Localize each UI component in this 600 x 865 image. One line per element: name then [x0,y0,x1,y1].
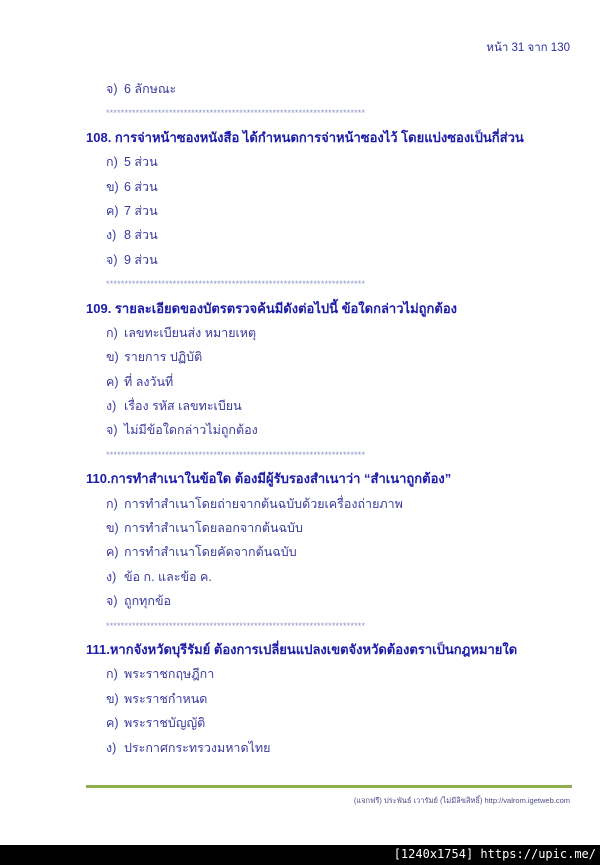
separator: ********************************************************************** [106,620,366,631]
option-text: 8 ส่วน [124,228,158,243]
option-text: ประกาศกระทรวงมหาดไทย [124,740,271,755]
option-item [86,394,576,418]
question-title: 108. การจ่าหน้าซองหนังสือ ได้กำหนดการจ่าหน้าซองไว้ โดยแบ่งซองเป็นกี่ส่วน [86,129,524,145]
option-item [86,199,576,223]
option-label: ค) [106,545,119,560]
option-item [86,662,576,686]
option-text: 7 ส่วน [124,203,158,218]
option-item [86,492,576,516]
option-label: ก) [106,496,118,511]
option-item [86,175,576,199]
option-text: การทำสำเนาโดยลอกจากต้นฉบับ [124,521,303,536]
option-label: ง) [106,228,117,243]
option-label: ง) [106,740,117,755]
option-item [86,565,576,589]
option-text: พระราชกำหนด [124,691,208,706]
footer-credit: (แจกฟรี) ประพันธ์ เวารัมย์ (ไม่มีลิขสิทธิ์) http://valrom.igetweb.com [353,796,570,805]
option-text: เลขทะเบียนส่ง หมายเหตุ [124,325,257,340]
option-label: ค) [106,203,119,218]
option-label: ก) [106,325,118,340]
option-item [86,418,576,442]
question-list [86,77,576,760]
option-label: ง) [106,569,117,584]
option-text: การทำสำเนาโดยคัดจากต้นฉบับ [124,545,297,560]
option-label: ค) [106,716,119,731]
option-label: ก) [106,667,118,682]
question-title: 109. รายละเอียดของบัตรตรวจค้นมีดังต่อไปนี้ ข้อใดกล่าวไม่ถูกต้อง [86,300,457,316]
option-item [86,736,576,760]
option-item [86,223,576,247]
option-label: ข) [106,350,119,365]
option-label: ข) [106,691,119,706]
footer-rule [86,785,572,788]
option-label: ก) [106,155,118,170]
question-title: 111.หากจังหวัดบุรีรัมย์ ต้องการเปลี่ยนแปลงเขตจังหวัดต้องตราเป็นกฎหมายใด [86,641,518,657]
option-item [86,370,576,394]
option-label: ข) [106,179,119,194]
watermark-bar [0,845,600,865]
watermark-text: [1240x1754] https://upic.me/ [393,847,596,861]
option-item [86,345,576,369]
page-indicator: หน้า 31 จาก 130 [486,42,570,54]
option-item [86,150,576,174]
option-label: จ) [106,252,118,267]
option-text: รายการ ปฏิบัติ [124,350,203,365]
option-item [86,516,576,540]
option-item [86,77,576,101]
option-text: ข้อ ก. และข้อ ค. [124,569,212,584]
separator: ********************************************************************** [106,449,366,460]
option-text: พระราชบัญญัติ [124,716,206,731]
option-item [86,589,576,613]
option-label: จ) [106,423,118,438]
separator: ********************************************************************** [106,108,366,119]
option-label: ค) [106,374,119,389]
option-text: ถูกทุกข้อ [124,594,171,609]
option-text: ไม่มีข้อใดกล่าวไม่ถูกต้อง [124,423,258,438]
question-title: 110.การทำสำเนาในข้อใด ต้องมีผู้รับรองสำเนาว่า “สำเนาถูกต้อง” [86,471,452,487]
option-item [86,711,576,735]
option-text: เรื่อง รหัส เลขทะเบียน [124,399,242,414]
option-text: พระราชกฤษฎีกา [124,667,215,682]
option-text: 6 ลักษณะ [124,82,177,96]
option-label: จ) [106,594,118,609]
option-text: 9 ส่วน [124,252,158,267]
option-label: จ) [106,82,118,96]
option-item [86,248,576,272]
option-item [86,321,576,345]
option-text: 6 ส่วน [124,179,158,194]
separator: ********************************************************************** [106,279,366,290]
option-label: ง) [106,399,117,414]
option-item [86,687,576,711]
option-text: 5 ส่วน [124,155,158,170]
option-label: ข) [106,521,119,536]
option-item [86,540,576,564]
option-text: ที่ ลงวันที่ [124,374,174,389]
option-text: การทำสำเนาโดยถ่ายจากต้นฉบับด้วยเครื่องถ่ายภาพ [124,496,403,511]
